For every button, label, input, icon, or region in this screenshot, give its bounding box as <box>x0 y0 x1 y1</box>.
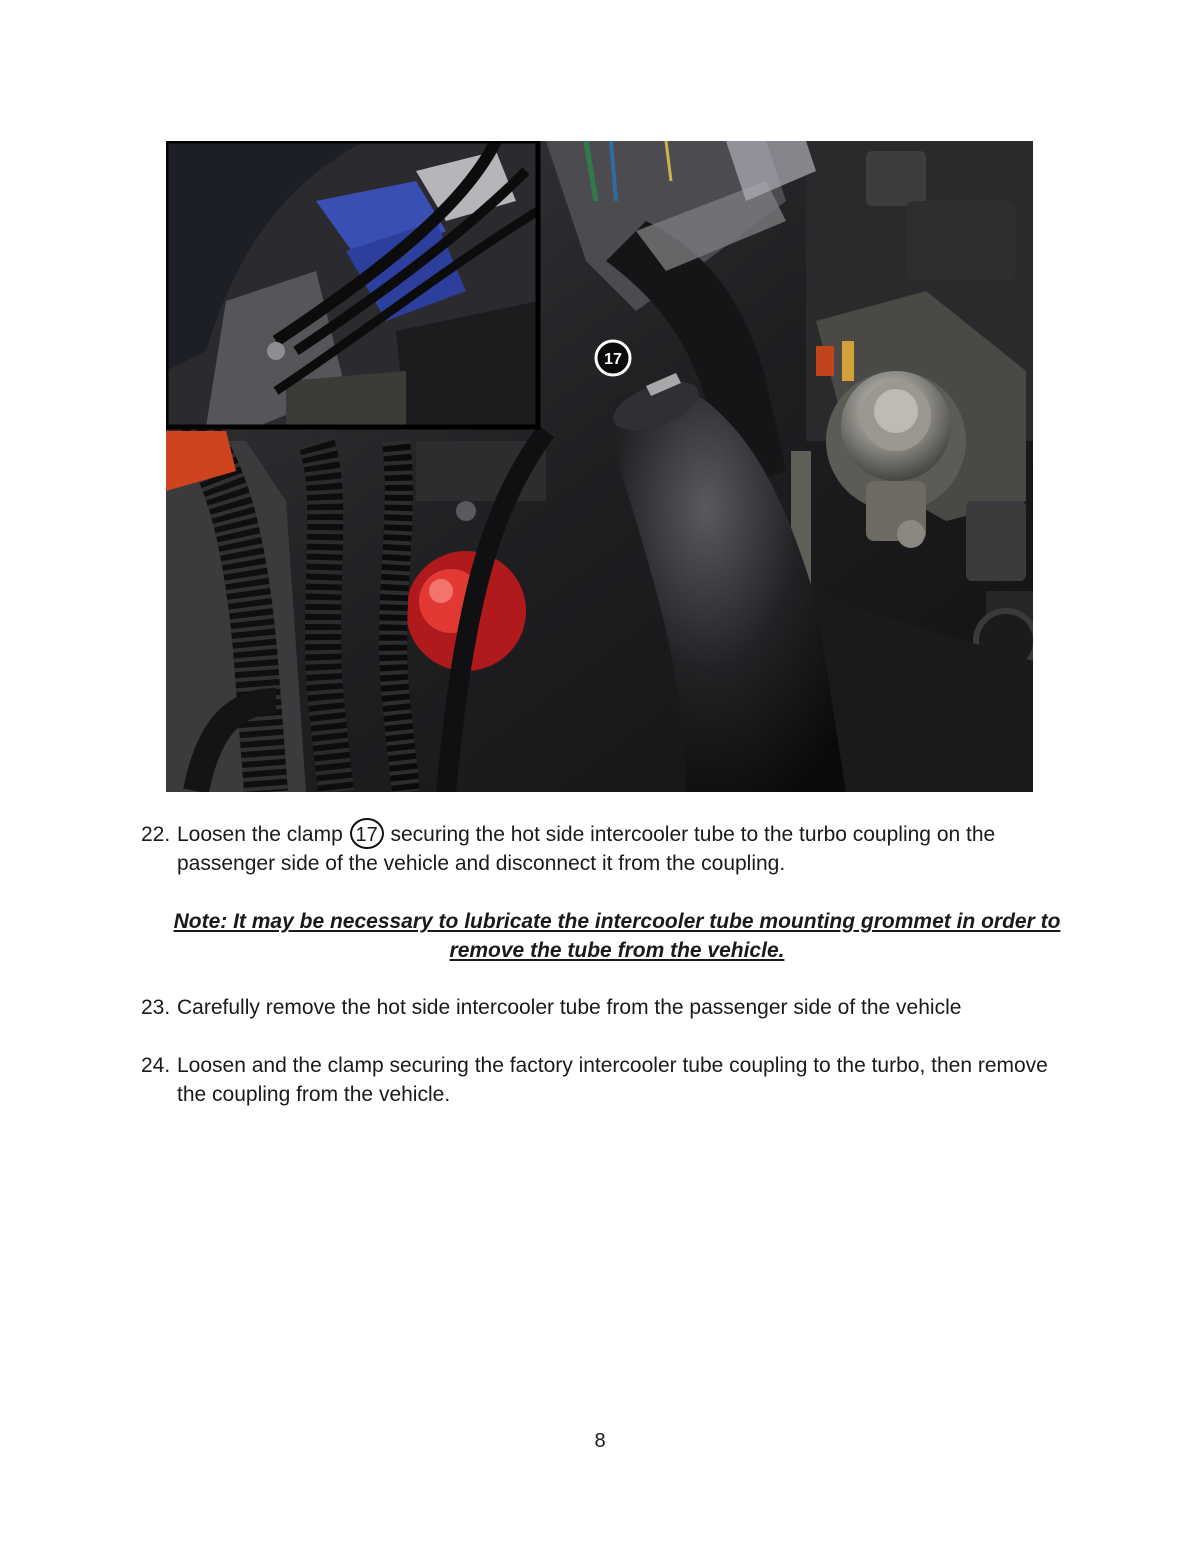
engine-bay-photo <box>166 141 1033 792</box>
step-text: Loosen and the clamp securing the factory intercooler tube coupling to the turbo, then remove the coupling from the vehicle. <box>177 1054 1048 1106</box>
callout-17-inline: 17 <box>350 818 384 849</box>
step-number: 24. <box>141 1054 171 1077</box>
step-text: Carefully remove the hot side intercooler tube from the passenger side of the vehicle <box>177 996 962 1019</box>
step-number: 22. <box>141 823 171 846</box>
step-text-before: Loosen the clamp <box>177 823 343 846</box>
step-number: 23. <box>141 996 171 1019</box>
step-24 <box>141 1051 1071 1109</box>
note-text: Note: It may be necessary to lubricate the intercooler tube mounting grommet in order to remove the tube from the vehicle. <box>173 910 1061 962</box>
step-text-after: securing the hot side intercooler tube to the turbo coupling on the passenger side of the vehicle and disconnect it from the coupling. <box>177 823 996 875</box>
step-23 <box>141 993 1071 1022</box>
page-number: 8 <box>594 1430 606 1452</box>
callout-17-marker <box>596 341 630 375</box>
step-22 <box>141 820 1071 878</box>
svg-text:17: 17 <box>604 351 622 368</box>
